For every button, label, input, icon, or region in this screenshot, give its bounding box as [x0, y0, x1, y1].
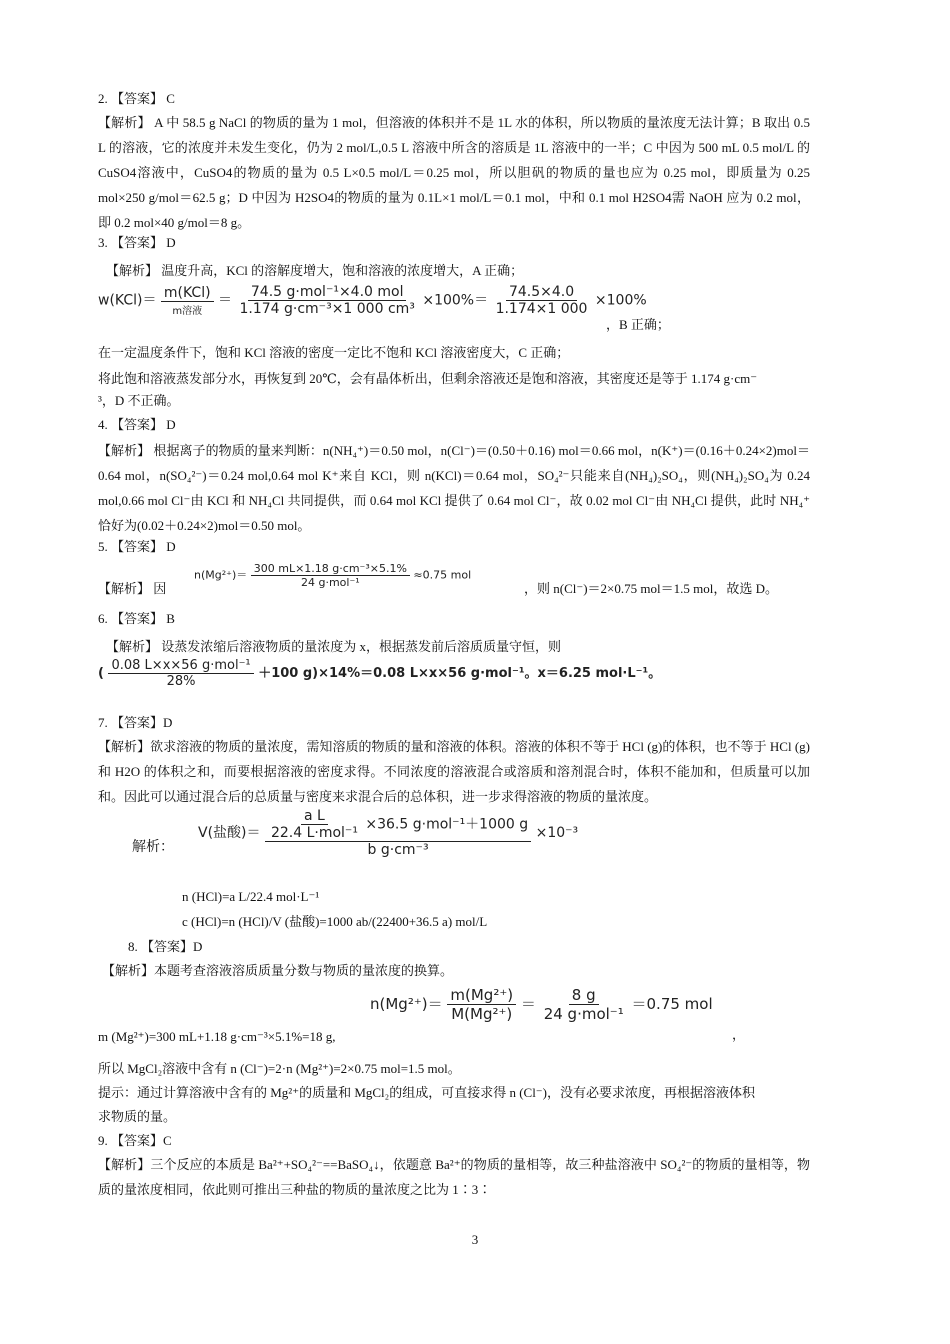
q4-body: 【解析】 根据离子的物质的量来判断：n(NH₄⁺)＝0.50 mol，n(Cl⁻)＝(0.50＋0.16) mol＝0.66 mol，n(K⁺)＝(0.16＋0.24×2)mol＝0.64 mol，n(SO₄²⁻)＝0.24 mol,0.64 mol K⁺来自 KCl，则 n(KCl)＝0.64 mol，SO₄²⁻只能来自(NH₄)₂SO₄，则(NH₄)₂SO₄为 0.24 mol,0.66 mol Cl⁻由 KCl 和 NH₄Cl 共同提供，而 0.64 mol KCl 提供了 0.64 mol Cl⁻，故 0.02 mol Cl⁻由 NH₄Cl 提供，此时 NH₄⁺恰好为(0.02＋0.24×2)mol＝0.50 mol。 — [98, 443, 810, 533]
q7-inner-frac — [268, 808, 361, 841]
q6-head: 6. 【答案】 B — [98, 611, 175, 626]
q8-line1: 【解析】本题考查溶液溶质质量分数与物质的量浓度的换算。 — [102, 963, 454, 978]
q7-frac-den: b g·cm⁻³ — [367, 842, 429, 858]
q3-frac1-den: m溶液 — [172, 305, 203, 317]
q3-formula-lhs: w(KCl)＝ — [98, 292, 157, 309]
q8-frac2-den: 24 g·mol⁻¹ — [543, 1005, 624, 1023]
q5-formula-rhs: ≈0.75 mol — [413, 568, 472, 582]
q7-formula-tail: ×10⁻³ — [535, 825, 579, 841]
page-number: 3 — [471, 1232, 479, 1247]
q3-formula-end: ×100% — [594, 292, 647, 309]
q5-suffix: ，则 n(Cl⁻)＝2×0.75 mol＝1.5 mol，故选 D。 — [524, 581, 778, 596]
q7-head: 7. 【答案】D — [98, 715, 173, 730]
q5-formula-lhs: n(Mg²⁺)＝ — [194, 568, 248, 582]
q6-frac — [108, 658, 253, 689]
q8-frac2-num: 8 g — [569, 986, 599, 1005]
q7-line-c: c (HCl)=n (HCl)/V (盐酸)=1000 ab/(22400+36.5 a) mol/L — [182, 914, 488, 929]
q8-frac1-num: m(Mg²⁺) — [447, 986, 516, 1005]
q3-line3: 将此饱和溶液蒸发部分水，再恢复到 20℃，会有晶体析出，但剩余溶液还是饱和溶液，其密度还是等于 1.174 g·cm⁻ — [98, 371, 758, 386]
q8-formula-eq: ＝ — [520, 995, 536, 1013]
q3-head: 3. 【答案】 D — [98, 235, 176, 250]
q2-head: 2. 【答案】 C — [98, 91, 175, 106]
q8-line2: 所以 MgCl₂溶液中含有 n (Cl⁻)=2·n (Mg²⁺)=2×0.75 mol=1.5 mol。 — [98, 1061, 461, 1076]
q3-formula-mid: ×100%＝ — [422, 292, 489, 309]
q7-frac — [265, 808, 531, 858]
q3-frac2 — [236, 284, 417, 317]
q8-line4: 求物质的量。 — [98, 1109, 177, 1124]
q7-formula-lhs: V(盐酸)＝ — [198, 825, 261, 841]
q2-body: 【解析】 A 中 58.5 g NaCl 的物质的量为 1 mol，但溶液的体积并不是 1L 水的体积，所以物质的量浓度无法计算；B 取出 0.5 L 的溶液，它的浓度并未发生变化，仍为 2 mol/L,0.5 L 溶液中所含的溶质是 1L 溶液中的一半；C 中因为 500 mL 0.5 mol/L 的 CuSO4溶液中，CuSO4的物质的量为 0.5 L×0.5 mol/L＝0.25 mol，所以胆矾的物质的量也应为 0.25 mol，即质量为 0.25 mol×250 g/mol＝62.5 g；D 中因为 H2SO4的物质的量为 0.1L×1 mol/L＝0.1 mol，中和 0.1 mol H2SO4需 NaOH 应为 0.2 mol，即 0.2 mol×40 g/mol＝8 g。 — [98, 115, 810, 230]
q3-frac1-num: m(KCl) — [161, 285, 214, 302]
q3-frac3-den: 1.174×1 000 — [495, 301, 588, 317]
q8-frac1 — [447, 986, 516, 1023]
q6-frac-den: 28% — [166, 674, 196, 689]
q9-body: 【解析】三个反应的本质是 Ba²⁺+SO₄²⁻==BaSO₄↓，依题意 Ba²⁺的物质的量相等，故三种盐溶液中 SO₄²⁻的物质的量相等，物质的量浓度相同，依此则可推出三种盐的物质的量浓度之比为 1∶3∶ — [98, 1157, 810, 1197]
q8-head: 8. 【答案】D — [128, 939, 203, 954]
q8-line3: 提示：通过计算溶液中含有的 Mg²⁺的质量和 MgCl₂的组成，可直接求得 n (Cl⁻)，没有必要求浓度，再根据溶液体积 — [98, 1085, 755, 1100]
q7-inner-num: a L — [301, 808, 328, 825]
q3-frac2-num: 74.5 g·mol⁻¹×4.0 mol — [248, 284, 407, 301]
q5-formula — [194, 562, 471, 589]
q5-prefix: 【解析】 因 — [98, 581, 167, 596]
q3-formula: w(KCl)＝ $\frac{\text{m(KCl)}}{\text{m溶液}}$ ＝ $\frac{\text{74.5 g·mol⁻¹×4.0 mol}}{\text{1.174 g·cm⁻³×1 000 cm³}}$ ×100%＝ $\frac{74.5\times 4.0}{1.174\times 1 000}$ ×100% — [98, 284, 647, 317]
q5-frac-num: 300 mL×1.18 g·cm⁻³×5.1% — [251, 562, 410, 576]
q7-num-rest: ×36.5 g·mol⁻¹＋1000 g — [365, 816, 529, 833]
q3-line4: ³，D 不正确。 — [98, 393, 180, 408]
q8-comma: ， — [732, 1027, 746, 1042]
q4-head: 4. 【答案】 D — [98, 417, 176, 432]
q3-frac1 — [161, 285, 214, 317]
q7-formula — [198, 808, 578, 858]
q7-body: 【解析】欲求溶液的物质的量浓度，需知溶质的物质的量和溶液的体积。溶液的体积不等于 HCl (g)的体积，也不等于 HCl (g)和 H2O 的体积之和，而要根据溶液的密度求得。不同浓度的溶液混合或溶质和溶剂混合时，体积不能加和，但质量可以加和。因此可以通过混合后的总质量与密度来求混合后的总体积，进一步求得溶液的物质的量浓度。 — [98, 739, 810, 804]
q7-line-n: n (HCl)=a L/22.4 mol·L⁻¹ — [182, 889, 320, 904]
q5-head: 5. 【答案】 D — [98, 539, 176, 554]
q9-head: 9. 【答案】C — [98, 1133, 172, 1148]
q8-formula — [370, 986, 713, 1023]
q7-inner-den: 22.4 L·mol⁻¹ — [270, 825, 358, 841]
q3-frac2-den: 1.174 g·cm⁻³×1 000 cm³ — [239, 301, 415, 317]
q6-formula — [98, 658, 661, 689]
q8-frac2 — [541, 986, 627, 1023]
q3-formula-tail: ，B 正确； — [606, 317, 670, 332]
q7-frac-num — [265, 808, 531, 842]
q8-frac1-den: M(Mg²⁺) — [451, 1005, 513, 1023]
q6-frac-num: 0.08 L×x×56 g·mol⁻¹ — [108, 658, 253, 674]
q3-line1: 【解析】 温度升高，KCl 的溶解度增大，饱和溶液的浓度增大，A 正确； — [106, 263, 524, 278]
q8-formula-rhs: ＝0.75 mol — [631, 995, 713, 1013]
q3-line2: 在一定温度条件下，饱和 KCl 溶液的密度一定比不饱和 KCl 溶液密度大，C 正确； — [98, 345, 570, 360]
q5-frac-den: 24 g·mol⁻¹ — [300, 576, 360, 589]
q6-formula-rest: ＋100 g)×14%＝0.08 L×x×56 g·mol⁻¹。x＝6.25 mol·L⁻¹。 — [258, 666, 662, 681]
q7-label: 解析： — [132, 839, 174, 855]
q5-frac — [251, 562, 410, 589]
q6-line1: 【解析】 设蒸发浓缩后溶液物质的量浓度为 x，根据蒸发前后溶质质量守恒，则 — [106, 639, 562, 654]
q3-frac3-num: 74.5×4.0 — [506, 284, 577, 301]
q6-formula-open: ( — [98, 666, 104, 681]
q8-formula-lhs: n(Mg²⁺)＝ — [370, 995, 443, 1013]
q3-frac3 — [493, 284, 591, 317]
q8-mass-line: m (Mg²⁺)=300 mL+1.18 g·cm⁻³×5.1%=18 g, — [98, 1029, 336, 1044]
